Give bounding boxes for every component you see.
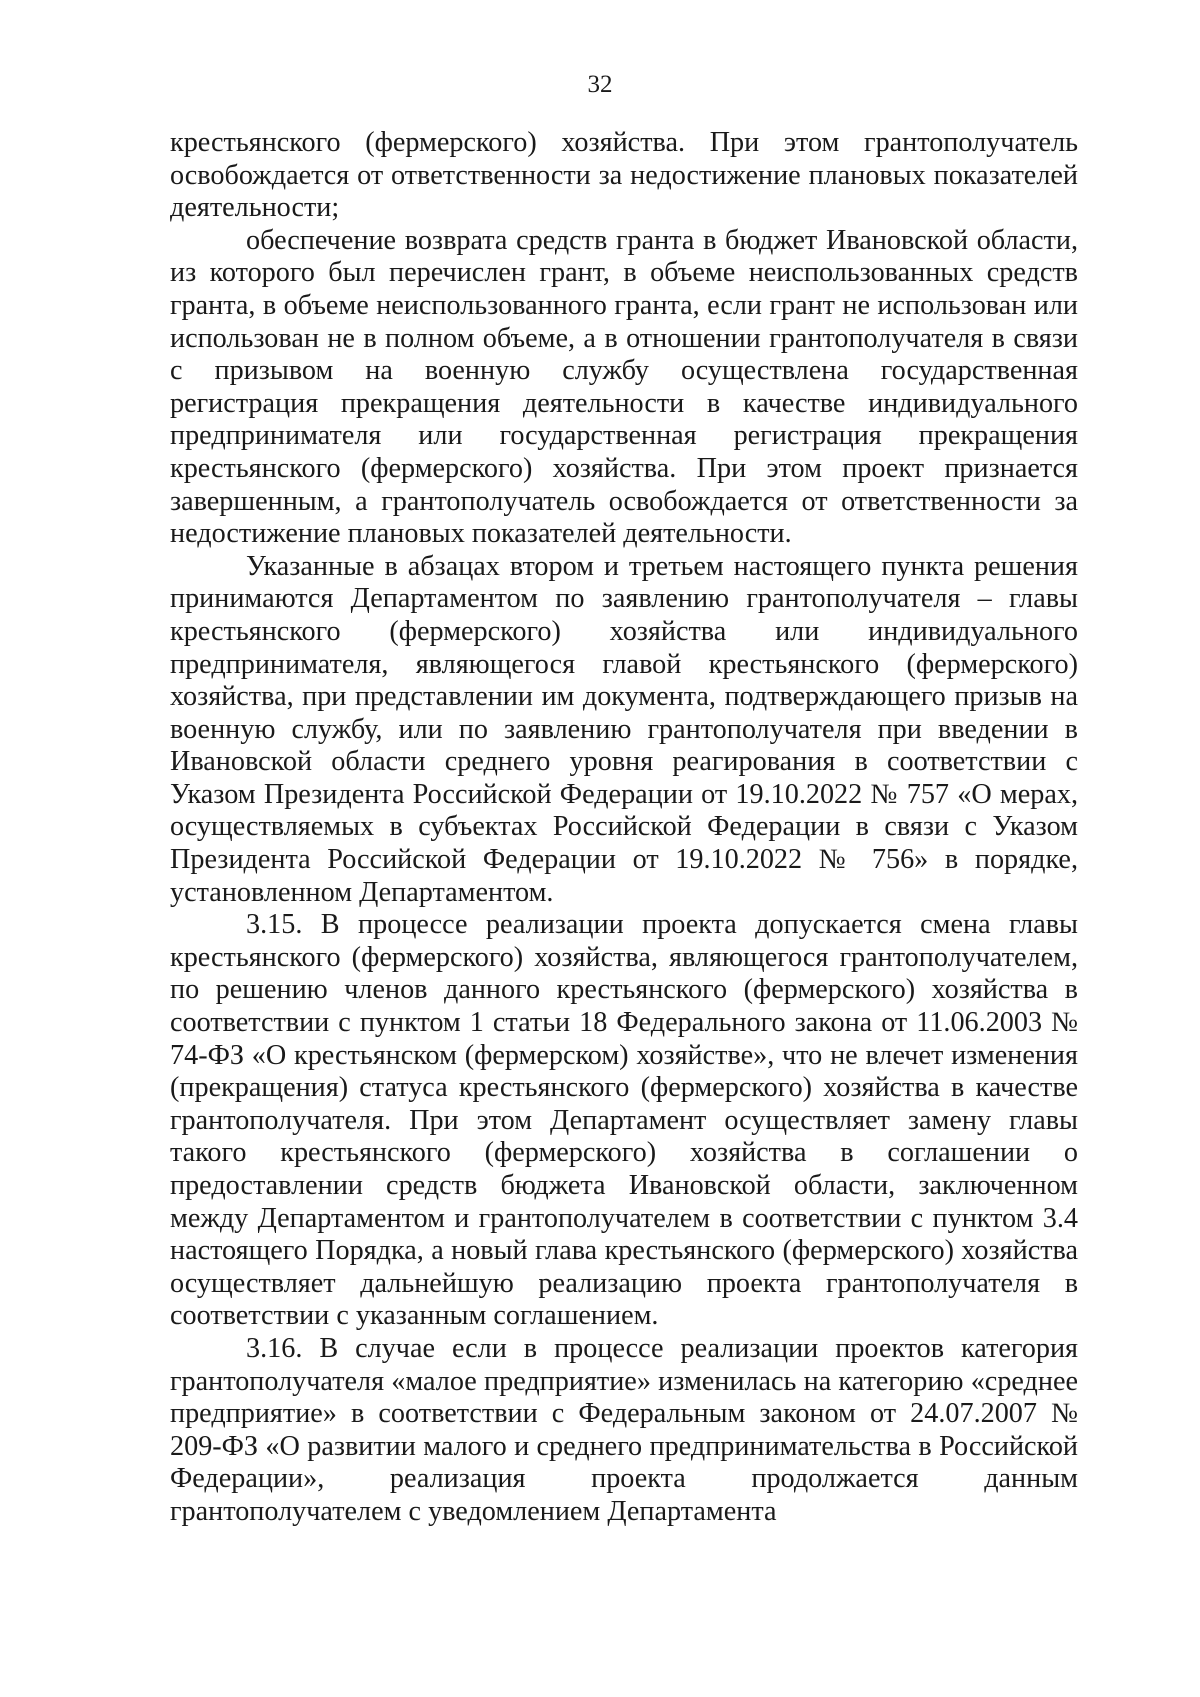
paragraph-continuation: крестьянского (фермерского) хозяйства. При этом грантополучатель освобождается от ответственности за недостижение плановых показателей деятельности; — [170, 127, 1078, 224]
paragraph-3-16: 3.16. В случае если в процессе реализации проектов категория грантополучателя «малое предприятие» изменилась на категорию «среднее предприятие» в соответствии с Федеральным законом от 24.07.2007 № 209-ФЗ «О развитии малого и среднего предпринимательства в Российской Федерации», реализация проекта продолжается данным грантополучателем с уведомлением Департамента — [170, 1332, 1078, 1527]
document-body — [170, 127, 1078, 1529]
paragraph-grant-return: обеспечение возврата средств гранта в бюджет Ивановской области, из которого был перечислен грант, в объеме неиспользованных средств гранта, в объеме неиспользованного гранта, если грант не использован или использован не в полном объеме, а в отношении грантополучателя в связи с призывом на военную службу осуществлена государственная регистрация прекращения деятельности в качестве индивидуального предпринимателя или государственная регистрация прекращения крестьянского (фермерского) хозяйства. При этом проект признается завершенным, а грантополучатель освобождается от ответственности за недостижение плановых показателей деятельности. — [170, 224, 1078, 550]
paragraph-3-15: 3.15. В процессе реализации проекта допускается смена главы крестьянского (фермерского) хозяйства, являющегося грантополучателем, по решению членов данного крестьянского (фермерского) хозяйства в соответствии с пунктом 1 статьи 18 Федерального закона от 11.06.2003 № 74-ФЗ «О крестьянском (фермерском) хозяйстве», что не влечет изменения (прекращения) статуса крестьянского (фермерского) хозяйства в качестве грантополучателя. При этом Департамент осуществляет замену главы такого крестьянского (фермерского) хозяйства в соглашении о предоставлении средств бюджета Ивановской области, заключенном между Департаментом и грантополучателем в соответствии с пунктом 3.4 настоящего Порядка, а новый глава крестьянского (фермерского) хозяйства осуществляет дальнейшую реализацию проекта грантополучателя в соответствии с указанным соглашением. — [170, 909, 1078, 1332]
paragraph-decisions: Указанные в абзацах втором и третьем настоящего пункта решения принимаются Департаментом по заявлению грантополучателя – главы крестьянского (фермерского) хозяйства или индивидуального предпринимателя, являющегося главой крестьянского (фермерского) хозяйства, при представлении им документа, подтверждающего призыв на военную службу, или по заявлению грантополучателя при введении в Ивановской области среднего уровня реагирования в соответствии с Указом Президента Российской Федерации от 19.10.2022 № 757 «О мерах, осуществляемых в субъектах Российской Федерации в связи с Указом Президента Российской Федерации от 19.10.2022 № 756» в порядке, установленном Департаментом. — [170, 550, 1078, 908]
page-number: 32 — [587, 71, 613, 98]
